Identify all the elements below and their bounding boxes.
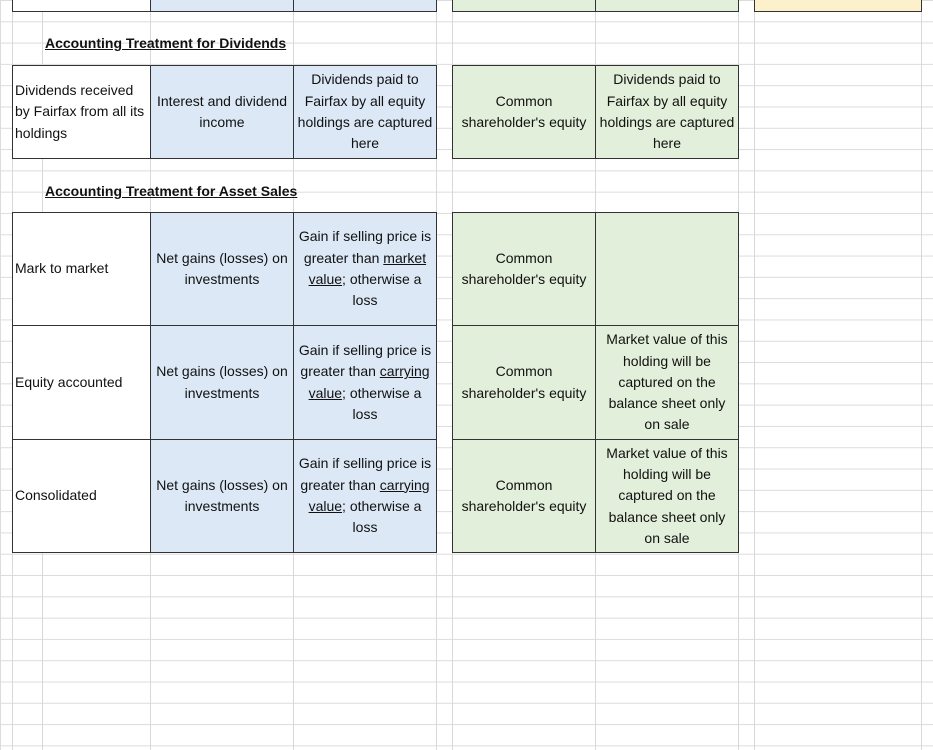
note-suffix: ; otherwise a loss [342,384,422,422]
mark-to-market-balance-cell[interactable]: Common shareholder's equity [452,212,596,326]
note-prefix: Gain if selling price is greater than [298,341,432,380]
mark-to-market-income-cell[interactable]: Net gains (losses) on investments [150,212,294,326]
mark-to-market-balance-note-cell[interactable] [595,212,739,326]
consolidated-income-cell[interactable]: Net gains (losses) on investments [150,439,294,553]
mark-to-market-label-cell[interactable]: Mark to market [12,212,151,326]
consolidated-label-cell[interactable]: Consolidated [12,439,151,553]
consolidated-note-cell[interactable] [293,439,437,553]
dividends-label-cell[interactable]: Dividends received by Fairfax from all its holdings [12,65,151,159]
note-prefix: Gain if selling price is greater than [298,228,432,266]
dividends-section-heading: Accounting Treatment for Dividends [45,35,287,51]
note-text [297,340,433,425]
column-gridline [754,0,755,750]
prev-row-balance-cell[interactable] [452,0,596,12]
note-suffix: ; otherwise a loss [342,271,422,309]
equity-accounted-income-cell[interactable]: Net gains (losses) on investments [150,325,294,440]
dividends-income-cell[interactable]: Interest and dividend income [150,65,294,159]
prev-row-label-cell[interactable] [12,0,151,12]
note-text [297,226,433,311]
dividends-balance-note-cell[interactable]: Dividends paid to Fairfax by all equity holdings are captured here [595,65,739,159]
equity-accounted-balance-note-cell[interactable]: Market value of this holding will be captured on the balance sheet only on sale [595,325,739,440]
equity-accounted-balance-cell[interactable]: Common shareholder's equity [452,325,596,440]
note-suffix: ; otherwise a loss [342,498,422,536]
equity-accounted-label-cell[interactable]: Equity accounted [12,325,151,440]
equity-accounted-note-cell[interactable] [293,325,437,440]
prev-row-extra-cell[interactable] [754,0,922,12]
dividends-balance-cell[interactable]: Common shareholder's equity [452,65,596,159]
note-prefix: Gain if selling price is greater than [298,455,432,493]
note-key-term: market value [308,249,427,287]
note-key-term: carrying value [308,363,430,401]
consolidated-balance-cell[interactable]: Common shareholder's equity [452,439,596,553]
prev-row-balance-note-cell[interactable] [595,0,739,12]
consolidated-balance-note-cell[interactable]: Market value of this holding will be captured on the balance sheet only on sale [595,439,739,553]
mark-to-market-note-cell[interactable] [293,212,437,326]
prev-row-income-cell[interactable] [150,0,294,12]
note-text [297,453,433,538]
column-gridline [921,0,922,750]
note-key-term: carrying value [308,476,430,514]
prev-row-note-cell[interactable] [293,0,437,12]
dividends-income-note-cell[interactable]: Dividends paid to Fairfax by all equity holdings are captured here [293,65,437,159]
asset-sales-section-heading: Accounting Treatment for Asset Sales [45,183,298,199]
